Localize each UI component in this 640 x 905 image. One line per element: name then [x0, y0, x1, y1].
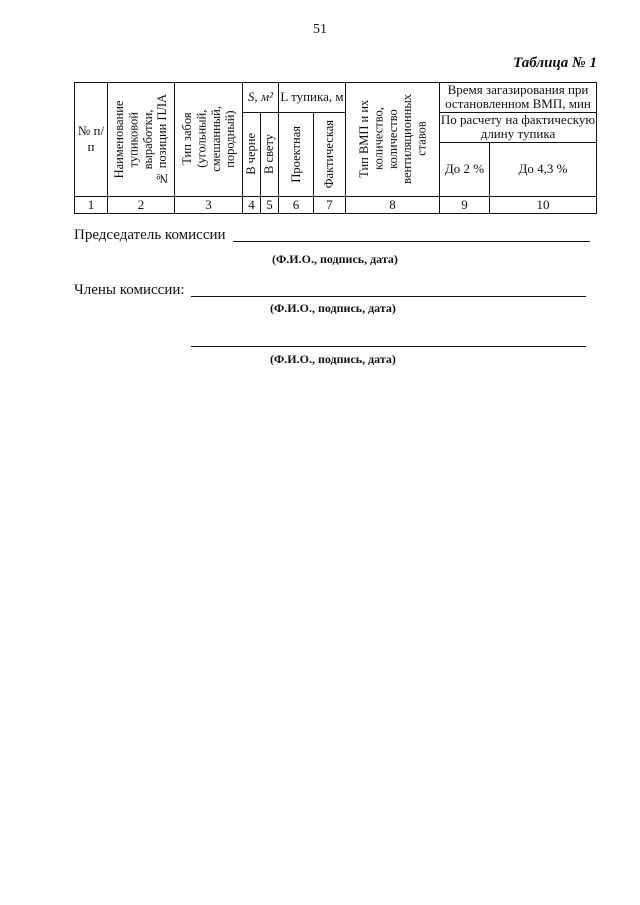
header-face-type [175, 83, 243, 197]
header-num-text: № п/п [77, 123, 105, 155]
header-s-rough-text: В черне [244, 133, 259, 175]
member-signature-line-2[interactable] [191, 346, 586, 347]
header-s-rough [243, 112, 261, 196]
chairman-signature-line[interactable] [233, 241, 590, 242]
header-l-group: L тупика, м [279, 83, 346, 113]
header-l-design-text: Проектная [288, 125, 303, 183]
header-l-actual-text: Фактическая [322, 119, 337, 189]
member-signature-caption-1: (Ф.И.О., подпись, дата) [270, 301, 396, 315]
col-number-2: 2 [108, 196, 175, 213]
table-caption: Таблица № 1 [513, 55, 597, 71]
header-upto2: До 2 % [440, 142, 490, 196]
commission-table [74, 82, 597, 214]
header-l-design [279, 112, 314, 196]
page-number: 51 [313, 22, 327, 37]
chairman-signature-caption: (Ф.И.О., подпись, дата) [272, 252, 398, 266]
member-signature-line-1[interactable] [191, 296, 586, 297]
col-number-5: 5 [261, 196, 279, 213]
chairman-label: Председатель комиссии [74, 227, 226, 243]
col-number-9: 9 [440, 196, 490, 213]
member-signature-caption-2: (Ф.И.О., подпись, дата) [270, 352, 396, 366]
header-vmp [346, 83, 440, 197]
header-num [75, 83, 108, 197]
header-s-clear [261, 112, 279, 196]
col-number-8: 8 [346, 196, 440, 213]
col-number-1: 1 [75, 196, 108, 213]
header-s-group: S, м² [243, 83, 279, 113]
col-number-10: 10 [490, 196, 597, 213]
header-calc: По расчету на фактическую длину тупика [440, 112, 596, 142]
header-face-type-text: Тип забоя (угольный, смешанный, породный) [179, 106, 237, 173]
header-s-clear-text: В свету [262, 134, 277, 175]
members-label: Члены комиссии: [74, 282, 185, 298]
header-gas-time: Время загазирования при остановленном ВМП, мин [440, 83, 597, 113]
header-upto43: До 4,3 % [490, 142, 597, 196]
header-l-actual [314, 112, 346, 196]
col-number-4: 4 [243, 196, 261, 213]
col-number-7: 7 [314, 196, 346, 213]
header-vmp-text: Тип ВМП и их количество, количество вентиляционных ставов [356, 94, 429, 185]
col-number-3: 3 [175, 196, 243, 213]
col-number-6: 6 [279, 196, 314, 213]
header-name [108, 83, 175, 197]
header-name-text: Наименование тупиковой выработки, № позиции ПЛА [112, 93, 170, 185]
